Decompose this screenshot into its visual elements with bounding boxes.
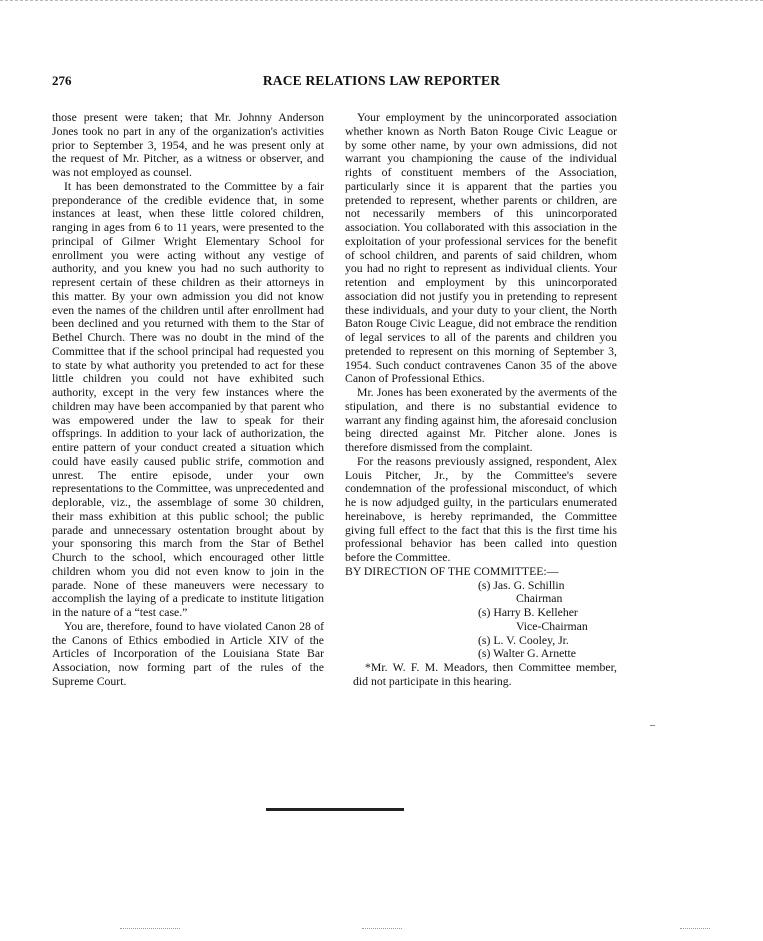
running-title: RACE RELATIONS LAW REPORTER xyxy=(262,73,501,88)
scan-artifact xyxy=(362,928,402,931)
paragraph: those present were taken; that Mr. Johnny Anderson Jones took no part in any of the organization's activities prior to September 3, 1954, and he was present only at the request of Mr. Pitcher, as a witness or observer, and was not employed as counsel. xyxy=(52,111,324,179)
paragraph: Your employment by the unincorporated association whether known as North Baton Rouge Civic League or by some other name, by your own admissions, did not warrant you championing the cause of the individual rights of constituent members of the Association, particularly since it is apparent that the parties you pretended to represent, whether parents or children, are not necessarily members of this unincorporated association. You collaborated with this association in the exploitation of your professional services for the benefit of school children, and parents of said children, whom you had no right to represent as individual clients. Your retention and employment by this unincorporated association did not justify you in pretending to represent these individuals, and your duty to your client, the North Baton Rouge Civic League, did not embrace the rendition of legal services to all of the parents and children you pretended to represent on this morning of September 3, 1954. Such conduct contravenes Canon 35 of the above Canon of Professional Ethics. xyxy=(345,111,617,386)
signature-title: Vice-Chairman xyxy=(516,619,588,633)
scan-mark xyxy=(650,725,655,726)
left-column xyxy=(52,111,324,689)
signature-name: (s) Jas. G. Schillin xyxy=(478,578,565,592)
paragraph: For the reasons previously assigned, respondent, Alex Louis Pitcher, Jr., by the Committee's severe condemnation of the professional misconduct, of which he is now adjudged guilty, in the particulars enumerated hereinabove, is hereby reprimanded, the Committee giving full effect to the fact that this is the first time his professional behavior has been called into question before the Committee. xyxy=(345,454,617,564)
scan-edge-top xyxy=(0,0,763,7)
signature-title: Chairman xyxy=(516,592,563,606)
signature-name: (s) Harry B. Kelleher xyxy=(478,606,578,619)
signature-name: (s) Walter G. Arnette xyxy=(478,647,577,661)
paragraph: Mr. Jones has been exonerated by the averments of the stipulation, and there is no substantial evidence to warrant any finding against him, the aforesaid conclusion being directed against Mr. Pitcher alone. Jones is therefore dismissed from the complaint. xyxy=(345,386,617,454)
scan-artifact xyxy=(120,928,180,931)
signature-block xyxy=(345,579,617,662)
footnote: *Mr. W. F. M. Meadors, then Committee member, did not participate in this hearing. xyxy=(353,661,617,688)
paragraph: You are, therefore, found to have violated Canon 28 of the Canons of Ethics embodied in Article XIV of the Articles of Incorporation of the Louisiana State Bar Association, now forming part of the rules of the Supreme Court. xyxy=(52,619,324,688)
paragraph: It has been demonstrated to the Committee by a fair preponderance of the credible evidence that, in some instances at least, when these little colored children, ranging in ages from 6 to 11 years, were presented to the principal of Gilmer Wright Elementary School for enrollment you were acting without any vestige of authority, and you knew you had no such authority to represent certain of these children as their attorneys in this matter. By your own admission you did not know even the names of the children until after enrollment had been declined and you returned with them to the Star of Bethel Church. There was no doubt in the mind of the Committee that if the school principal had requested you to state by what authority you pretended to act for these little children you could not have exhibited such authority, except in the very few instances where the children may have been accompanied by that parent who was empowered under the law to speak for their offsprings. In addition to your lack of authorization, the entire pattern of your conduct created a situation which could have easily caused public strife, commotion and unrest. The entire episode, under your own representations to the Committee, was unprecedented and deplorable, viz., the assemblage of some 30 children, their mass exhibition at this public school; the public parade and unnecessary ostentation brought about by your sponsoring this march from the Star of Bethel Church to the school, which encouraged other little children whom you did not even know to join in the parade. None of these maneuvers were necessary to accomplish the laying of a predicate to institute litigation in the nature of a “test case.” xyxy=(52,179,324,619)
scan-artifact xyxy=(680,928,710,931)
section-end-rule xyxy=(266,808,404,811)
direction-line: BY DIRECTION OF THE COMMITTEE:— xyxy=(345,564,559,578)
page-number: 276 xyxy=(52,73,72,88)
signature-name: (s) L. V. Cooley, Jr. xyxy=(478,633,569,647)
right-column xyxy=(345,111,617,689)
